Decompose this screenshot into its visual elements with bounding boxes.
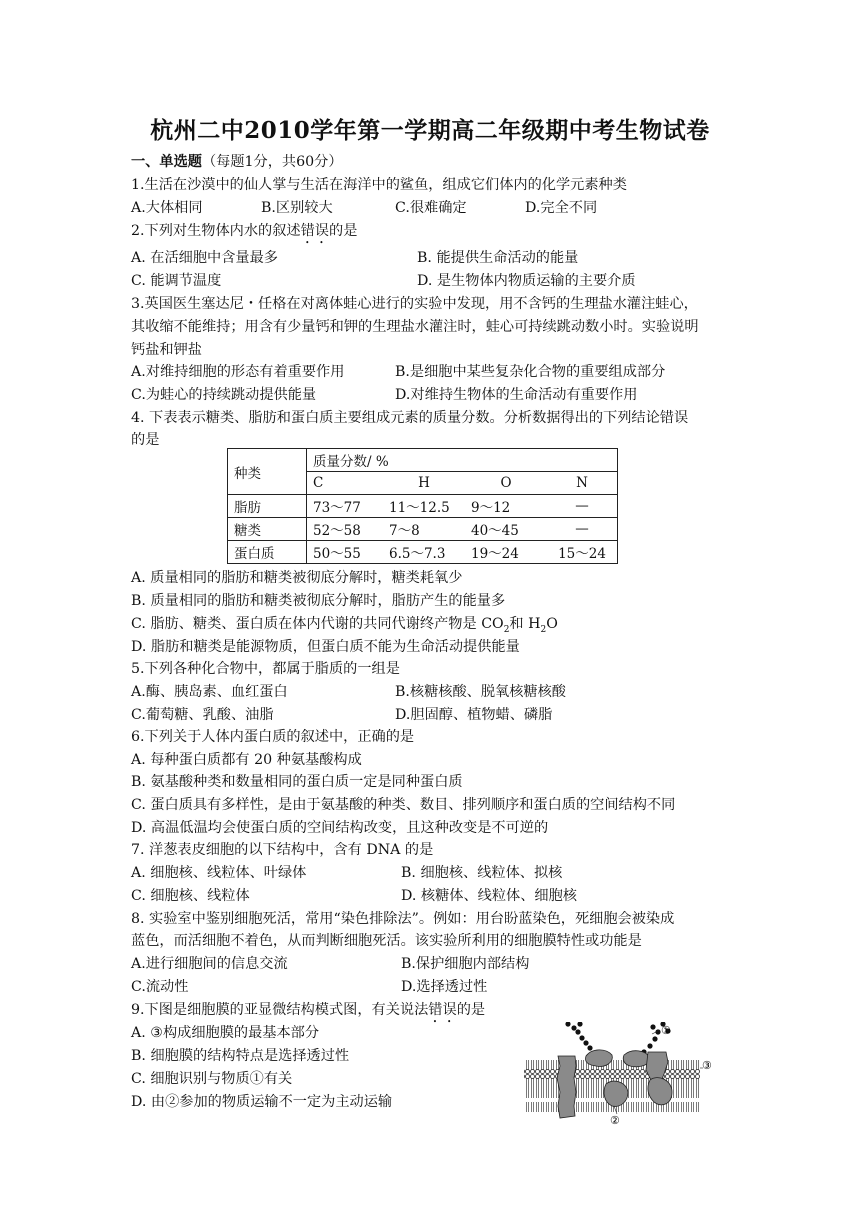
q5-option-a: A.酶、胰岛素、血红蛋白 (131, 684, 288, 700)
section-label: 一、单选题 (131, 154, 202, 170)
table-row (228, 518, 618, 541)
table-cell: — (547, 518, 618, 541)
table-row (228, 495, 618, 518)
q4-option-c-text: O (546, 616, 558, 632)
q8-option-c: C.流动性 (131, 979, 189, 995)
q3-option-d: D.对维持生物体的生命活动有重要作用 (395, 387, 638, 403)
q9-option-b: B. 细胞膜的结构特点是选择透过性 (131, 1048, 350, 1064)
table-row (228, 541, 618, 564)
table-cell: 52～58 (307, 518, 384, 541)
table-cell: 73～77 (307, 495, 384, 518)
q3-option-a: A.对维持细胞的形态有着重要作用 (131, 364, 345, 380)
q2-stem-post: 的是 (329, 223, 358, 239)
q5-option-d: D.胆固醇、植物蜡、磷脂 (395, 707, 553, 723)
membrane-protein (604, 1081, 628, 1106)
table-cell: — (547, 495, 618, 518)
figure-label-2: ② (610, 1114, 620, 1126)
q8-option-d: D.选择透过性 (401, 979, 488, 995)
q5-stem: 5.下列各种化合物中，都属于脂质的一组是 (131, 661, 400, 677)
table-cell: 7～8 (383, 518, 465, 541)
table-row-name: 蛋白质 (228, 541, 307, 564)
q1-option-a: A.大体相同 (131, 200, 203, 216)
table-header-element: O (465, 472, 547, 495)
q1-option-b: B.区别较大 (261, 200, 333, 216)
q2-option-d: D. 是生物体内物质运输的主要介质 (417, 273, 636, 289)
section-note: （每题1分，共60分） (201, 154, 343, 170)
table-cell: 50～55 (307, 541, 384, 564)
q8-option-a: A.进行细胞间的信息交流 (131, 956, 288, 972)
table-cell: 11～12.5 (383, 495, 465, 518)
q7-option-b: B. 细胞核、线粒体、拟核 (401, 865, 563, 881)
q8-stem-line2: 蓝色，而活细胞不着色，从而判断细胞死活。该实验所利用的细胞膜特性或功能是 (131, 933, 642, 949)
q2-option-a: A. 在活细胞中含量最多 (131, 250, 278, 266)
cell-membrane-diagram (520, 1022, 720, 1126)
table-header-mass: 质量分数/ % (307, 449, 618, 472)
q5-option-c: C.葡萄糖、乳酸、油脂 (131, 707, 274, 723)
q3-stem-line2: 其收缩不能维持；用含有少量钙和钾的生理盐水灌注时，蛙心可持续跳动数小时。实验说明 (131, 319, 699, 335)
composition-table (227, 448, 618, 564)
q8-stem-line1: 8. 实验室中鉴别细胞死活，常用“染色排除法”。例如：用台盼蓝染色，死细胞会被染成 (131, 911, 675, 927)
q3-stem-line3: 钙盐和钾盐 (131, 342, 202, 358)
q3-option-c: C.为蛙心的持续跳动提供能量 (131, 387, 317, 403)
figure-label-3: ③ (702, 1059, 712, 1072)
membrane-protein (557, 1056, 576, 1118)
table-cell: 6.5～7.3 (383, 541, 465, 564)
q2-stem-pre: 2.下列对生物体内水的叙述 (131, 223, 301, 239)
q9-option-d: D. 由②参加的物质运输不一定为主动运输 (131, 1094, 393, 1110)
subscript: 2 (503, 624, 510, 635)
q9-stem-pre: 9.下图是细胞膜的亚显微结构模式图，有关说法 (131, 1002, 429, 1018)
q6-option-d: D. 高温低温均会使蛋白质的空间结构改变，且这种改变是不可逆的 (131, 820, 549, 836)
q9-stem-post: 的是 (456, 1002, 486, 1018)
q4-stem-line1: 4. 下表表示糖类、脂肪和蛋白质主要组成元素的质量分数。分析数据得出的下列结论错误 (131, 410, 689, 426)
table-header-kind: 种类 (228, 449, 307, 495)
q2-stem-emphasis: 错误 (300, 223, 329, 239)
q8-option-b: B.保护细胞内部结构 (401, 956, 530, 972)
q2-stem (131, 221, 357, 247)
page-title: 杭州二中2010学年第一学期高二年级期中考生物试卷 (150, 117, 710, 144)
q9-option-c: C. 细胞识别与物质①有关 (131, 1071, 293, 1087)
q3-option-b: B.是细胞中某些复杂化合物的重要组成部分 (395, 364, 666, 380)
q4-option-c (131, 614, 558, 640)
q7-option-d: D. 核糖体、线粒体、细胞核 (401, 888, 577, 904)
table-row-name: 糖类 (228, 518, 307, 541)
q7-stem: 7. 洋葱表皮细胞的以下结构中，含有 DNA 的是 (131, 842, 434, 858)
membrane-protein (623, 1051, 650, 1067)
q6-stem: 6.下列关于人体内蛋白质的叙述中，正确的是 (131, 729, 415, 745)
membrane-protein (585, 1050, 612, 1067)
q4-option-d: D. 脂肪和糖类是能源物质，但蛋白质不能为生命活动提供能量 (131, 639, 520, 655)
q5-option-b: B.核糖核酸、脱氧核糖核酸 (395, 684, 566, 700)
table-header-element: C (307, 472, 384, 495)
table-header-row (228, 449, 618, 472)
table-row-name: 脂肪 (228, 495, 307, 518)
table-header-element: H (383, 472, 465, 495)
table-cell: 40～45 (465, 518, 547, 541)
carbohydrate-chain-left (565, 1022, 594, 1057)
q6-option-a: A. 每种蛋白质都有 20 种氨基酸构成 (131, 752, 362, 768)
table-cell: 15～24 (547, 541, 618, 564)
q6-option-c: C. 蛋白质具有多样性，是由于氨基酸的种类、数目、排列顺序和蛋白质的空间结构不同 (131, 797, 676, 813)
q2-option-b: B. 能提供生命活动的能量 (417, 250, 579, 266)
q4-option-a: A. 质量相同的脂肪和糖类被彻底分解时，糖类耗氧少 (131, 570, 463, 586)
q4-option-c-text: 和 H (509, 616, 541, 632)
q7-option-c: C. 细胞核、线粒体 (131, 888, 250, 904)
q4-option-c-text: C. 脂肪、糖类、蛋白质在体内代谢的共同代谢终产物是 CO (131, 616, 504, 632)
q3-stem-line1: 3.英国医生塞达尼・任格在对离体蛙心进行的实验中发现，用不含钙的生理盐水灌注蛙心， (131, 296, 698, 312)
q9-option-a: A. ③构成细胞膜的最基本部分 (131, 1025, 320, 1041)
q1-option-d: D.完全不同 (525, 200, 598, 216)
table-cell: 9～12 (465, 495, 547, 518)
q1-stem: 1.生活在沙漠中的仙人掌与生活在海洋中的鲨鱼，组成它们体内的化学元素种类 (131, 177, 627, 193)
subscript: 2 (540, 624, 547, 635)
table-header-element: N (547, 472, 618, 495)
q9-stem-emphasis: 错误 (428, 1002, 457, 1018)
section-heading (131, 152, 343, 172)
q4-stem-line2: 的是 (131, 432, 160, 448)
figure-label-1: ① (661, 1024, 671, 1037)
q2-option-c: C. 能调节温度 (131, 273, 222, 289)
q4-option-b: B. 质量相同的脂肪和糖类被彻底分解时，脂肪产生的能量多 (131, 593, 506, 609)
q7-option-a: A. 细胞核、线粒体、叶绿体 (131, 865, 307, 881)
table-cell: 19～24 (465, 541, 547, 564)
q1-option-c: C.很难确定 (395, 200, 467, 216)
q6-option-b: B. 氨基酸种类和数量相同的蛋白质一定是同种蛋白质 (131, 774, 463, 790)
